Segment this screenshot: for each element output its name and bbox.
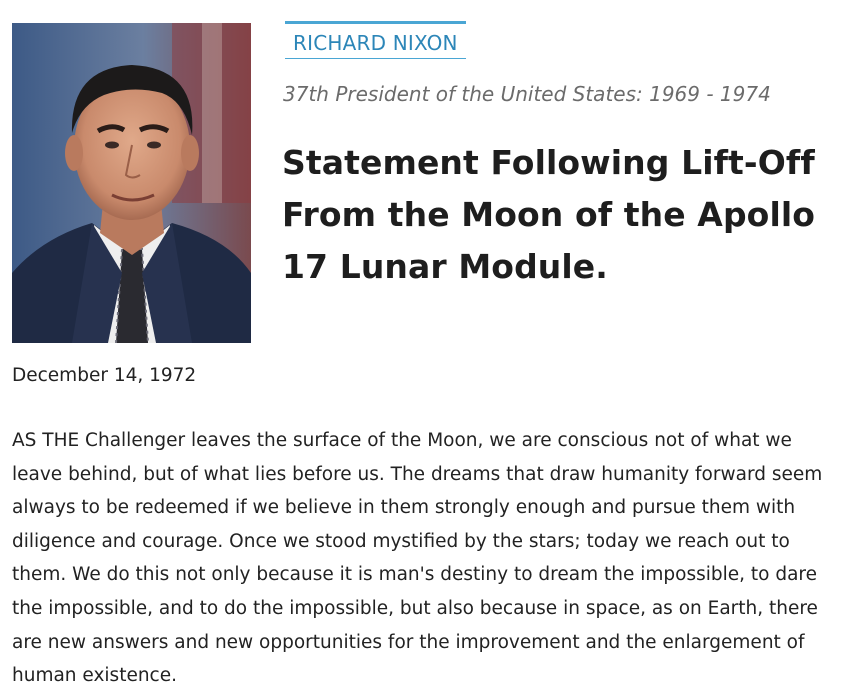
president-name-box: [285, 21, 466, 59]
document-title: Statement Following Lift-Off From the Moon of the Apollo 17 Lunar Module.: [282, 143, 816, 286]
president-name-link[interactable]: RICHARD NIXON: [293, 31, 458, 55]
document-date: December 14, 1972: [12, 365, 197, 386]
document-body: AS THE Challenger leaves the surface of the Moon, we are conscious not of what we leave behind, but of what lies before us. The dreams that draw humanity forward seem always to be redeemed if we believe in them strongly enough and pursue them with diligence and courage. Once we stood mystified by the stars; today we reach out to them. We do this not only because it is man's destiny to dream the impossible, to dare the impossible, and to do the impossible, but also because in space, as on Earth, there are new answers and new opportunities for the improvement and the enlargement of human existence.: [12, 430, 823, 687]
president-portrait: [12, 23, 251, 343]
president-term-subtitle: 37th President of the United States: 1969 - 1974: [283, 82, 771, 106]
